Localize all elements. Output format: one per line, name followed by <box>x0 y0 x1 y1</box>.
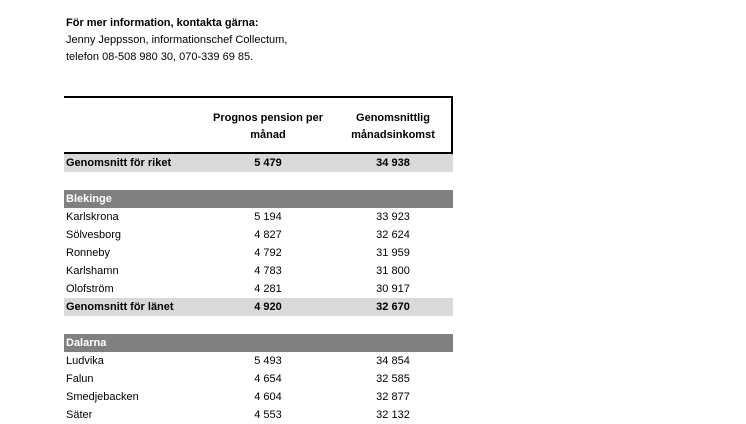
income-value: 32 132 <box>376 409 410 421</box>
row-name: Säter <box>66 409 93 421</box>
row-name: Genomsnitt för riket <box>66 157 172 169</box>
pension-table <box>64 96 453 424</box>
row-name: Olofström <box>66 283 114 295</box>
income-value: 33 923 <box>376 211 410 223</box>
pension-value: 5 479 <box>254 157 282 169</box>
row-name: Karlskrona <box>66 211 119 223</box>
pension-value: 4 792 <box>254 247 282 259</box>
table-row <box>64 208 453 226</box>
pension-value: 4 920 <box>254 301 282 313</box>
income-value: 31 800 <box>376 265 410 277</box>
pension-value: 4 604 <box>254 391 282 403</box>
income-value: 32 624 <box>376 229 410 241</box>
contact-info <box>66 15 287 66</box>
region-name: Dalarna <box>66 337 107 349</box>
national-average-row <box>64 154 453 172</box>
table-header <box>64 96 453 154</box>
table-row <box>64 352 453 370</box>
pension-value: 5 493 <box>254 355 282 367</box>
row-name: Karlshamn <box>66 265 119 277</box>
income-value: 30 917 <box>376 283 410 295</box>
pension-value: 4 553 <box>254 409 282 421</box>
region-header-dalarna <box>64 334 453 352</box>
region-average-row <box>64 298 453 316</box>
spacer <box>64 172 453 190</box>
column-header-pension: Prognos pension per månad <box>212 112 323 141</box>
region-name: Blekinge <box>66 193 112 205</box>
row-name: Genomsnitt för länet <box>66 301 174 313</box>
income-value: 31 959 <box>376 247 410 259</box>
income-value: 34 938 <box>376 157 410 169</box>
row-name: Smedjebacken <box>66 391 139 403</box>
column-header-income: Genomsnittlig månadsinkomst <box>351 112 435 141</box>
spacer <box>64 316 453 334</box>
table-row <box>64 262 453 280</box>
pension-value: 4 654 <box>254 373 282 385</box>
pension-value: 5 194 <box>254 211 282 223</box>
region-header-blekinge <box>64 190 453 208</box>
table-row <box>64 370 453 388</box>
contact-line: Jenny Jeppsson, informationschef Collectum, <box>66 34 288 46</box>
table-row <box>64 226 453 244</box>
contact-line: telefon 08-508 980 30, 070-339 69 85. <box>66 51 254 63</box>
income-value: 32 585 <box>376 373 410 385</box>
table-row <box>64 280 453 298</box>
row-name: Ludvika <box>66 355 104 367</box>
table-row <box>64 406 453 424</box>
income-value: 32 670 <box>376 301 410 313</box>
row-name: Ronneby <box>66 247 111 259</box>
income-value: 32 877 <box>376 391 410 403</box>
table-row <box>64 244 453 262</box>
pension-value: 4 827 <box>254 229 282 241</box>
pension-value: 4 281 <box>254 283 282 295</box>
income-value: 34 854 <box>376 355 410 367</box>
row-name: Falun <box>66 373 94 385</box>
contact-heading: För mer information, kontakta gärna: <box>66 17 259 29</box>
row-name: Sölvesborg <box>66 229 122 241</box>
pension-value: 4 783 <box>254 265 282 277</box>
table-row <box>64 388 453 406</box>
